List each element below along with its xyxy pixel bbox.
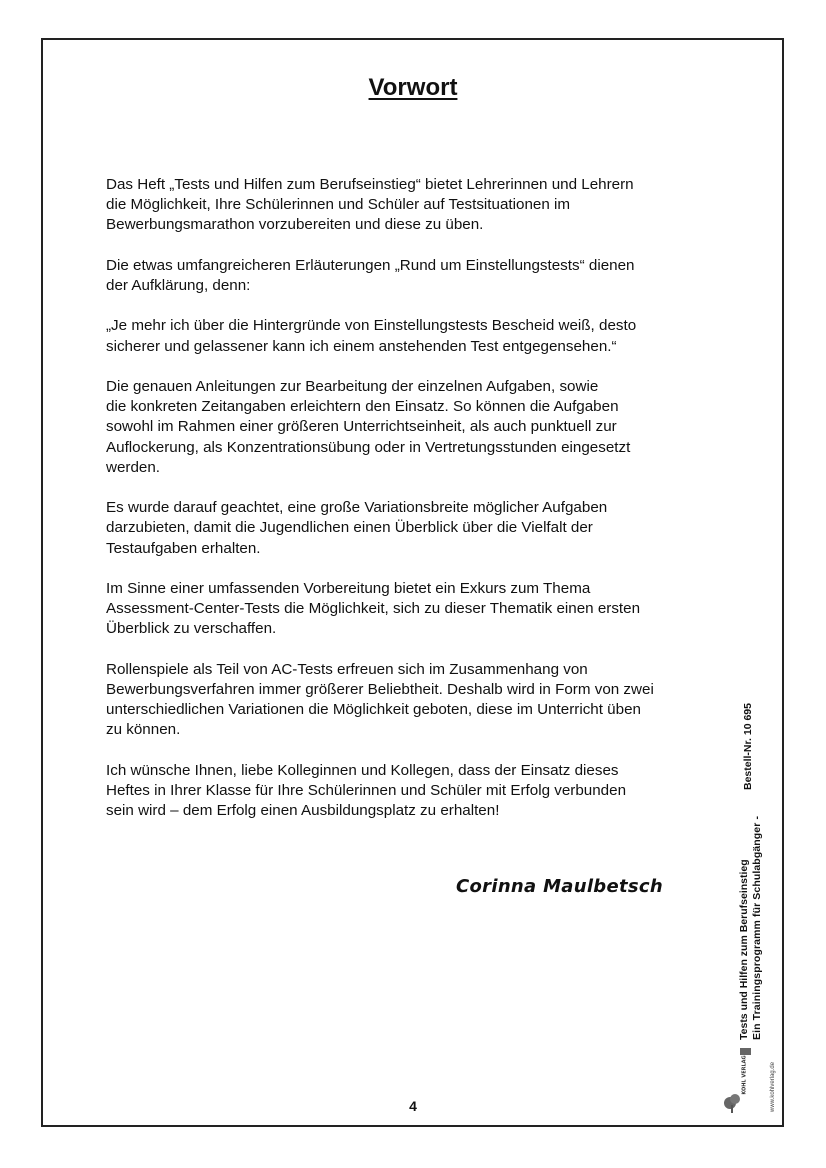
page-number: 4 — [409, 1098, 417, 1114]
paragraph: Die genauen Anleitungen zur Bearbeitung der einzelnen Aufgaben, sowie die konkreten Zeitangaben erleichtern den Einsatz. So können die Aufgaben sowohl im Rahmen einer größeren Unterrichtseinheit, als auch punktuell zur Auflockerung, als Konzentrationsübung oder in Vertretungsstunden eingesetzt werden. — [106, 377, 631, 476]
page-title: Vorwort — [368, 74, 458, 101]
order-number: Bestell-Nr. 10 695 — [742, 703, 754, 790]
paragraph: Ich wünsche Ihnen, liebe Kolleginnen und Kollegen, dass der Einsatz dieses Heftes in Ihrer Klasse für Ihre Schülerinnen und Schüler mit Erfolg verbunden sein wird – dem Erfolg einen Ausbildungsplatz zu erhalten! — [106, 761, 627, 820]
paragraph: Die etwas umfangreicheren Erläuterungen „Rund um Einstellungstests“ dienen der Aufklärung, denn: — [106, 256, 635, 294]
signature: Corinna Maulbetsch — [456, 876, 664, 897]
paragraph: Es wurde darauf geachtet, eine große Variationsbreite möglicher Aufgaben darzubieten, damit die Jugendlichen einen Überblick über die Vielfalt der Testaufgaben erhalten. — [106, 499, 608, 557]
logo-text: KOHL VERLAG — [741, 1055, 748, 1095]
paragraph: Im Sinne einer umfassenden Vorbereitung bietet ein Exkurs zum Thema Assessment-Center-Tests die Möglichkeit, sich zu dieser Thematik einen ersten Überblick zu verschaffen. — [106, 579, 641, 638]
paragraph: Das Heft „Tests und Hilfen zum Berufseinstieg“ bietet Lehrerinnen und Lehrern die Möglichkeit, Ihre Schülerinnen und Schüler auf Testsituationen im Bewerbungsmarathon vorzubereiten und diese zu üben. — [106, 176, 634, 234]
publisher-url: www.kohlverlag.de — [770, 1061, 776, 1112]
book-subtitle: Ein Trainingsprogramm für Schulabgänger - — [751, 815, 763, 1040]
paragraph: Rollenspiele als Teil von AC-Tests erfreuen sich im Zusammenhang von Bewerbungsverfahren immer größerer Beliebtheit. Deshalb wird in Form von zwei unterschiedlichen Variationen die Möglichkeit geboten, diese im Unterricht üben zu können. — [106, 660, 654, 739]
paragraph: „Je mehr ich über die Hintergründe von Einstellungstests Bescheid weiß, desto sicherer und gelassener kann ich einem anstehenden Test entgegensehen.“ — [106, 317, 637, 355]
book-title: Tests und Hilfen zum Berufseinstieg — [738, 859, 750, 1040]
side-book-info — [738, 703, 764, 1040]
body-text — [106, 175, 716, 842]
